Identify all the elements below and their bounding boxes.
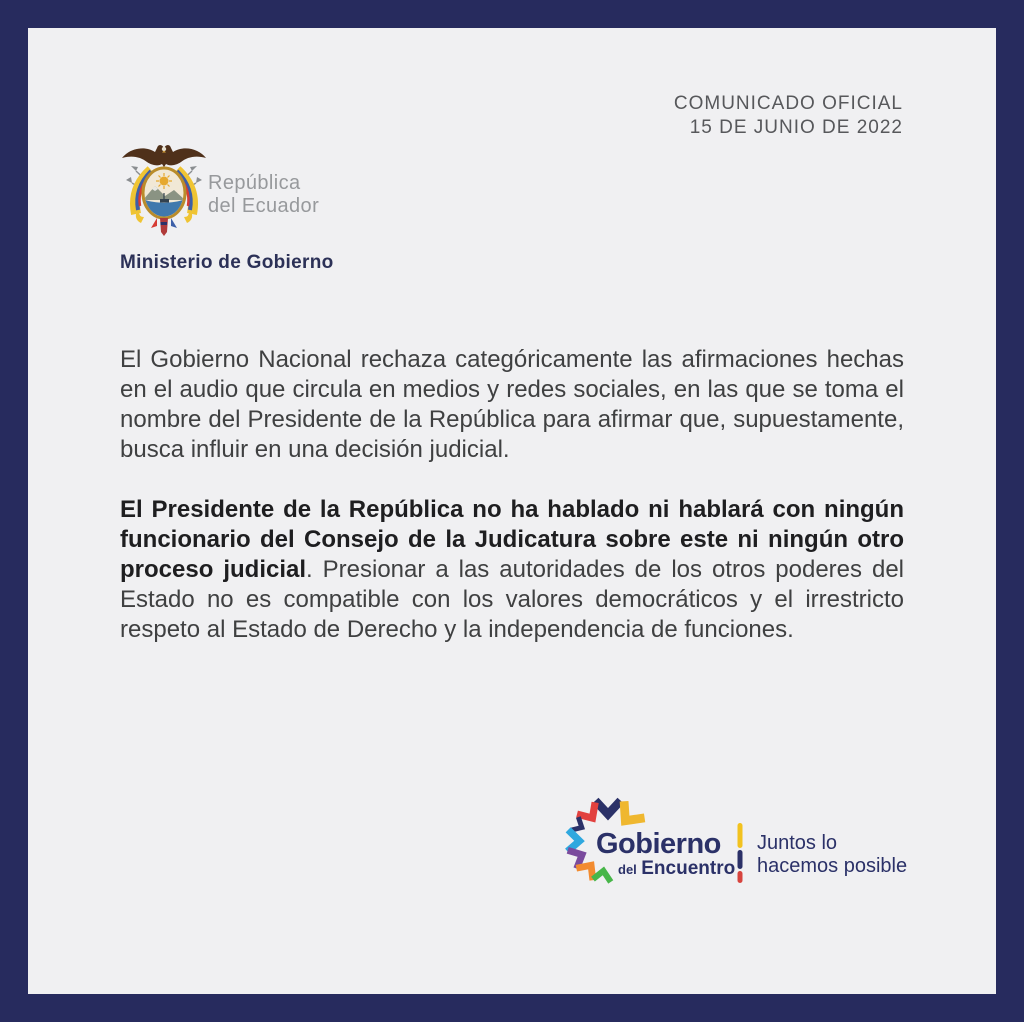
- brand-name-prefix: del: [618, 862, 637, 877]
- divider-yellow-segment: [738, 823, 743, 848]
- chevron-navy-top-icon: [595, 801, 620, 815]
- chevron-green-icon: [593, 869, 612, 881]
- communique-header: [674, 92, 903, 139]
- ecuador-coat-of-arms-icon: [118, 140, 210, 244]
- paragraph-2-regular-text: . Presionar a las autoridades de los otros poderes del Estado no es compatible con los valores democráticos y el irrestricto respeto al Estado de Derecho y la independencia de funciones.: [120, 556, 904, 643]
- brand-tagline: [757, 832, 907, 878]
- divider-navy-segment: [738, 850, 743, 869]
- brand-name-suffix: Encuentro: [641, 858, 736, 879]
- ministry-name: Ministerio de Gobierno: [120, 252, 334, 273]
- tagline-line2: hacemos posible: [757, 855, 908, 877]
- brand-name-main: Gobierno: [596, 828, 721, 860]
- body-paragraph-1: [120, 345, 904, 465]
- communique-sheet: [28, 28, 996, 994]
- republic-wordmark: [208, 172, 319, 218]
- communique-date: 15 DE JUNIO DE 2022: [689, 116, 903, 138]
- tricolor-divider-icon: [737, 823, 743, 883]
- paragraph-2-bold-text: El Presidente de la República no ha hablado ni hablará con ningún funcionario del Consejo de la Judicatura sobre este ni ningún otro proceso judicial: [120, 496, 904, 583]
- paragraph-1-text: El Gobierno Nacional rechaza categóricamente las afirmaciones hechas en el audio que circula en medios y redes sociales, en las que se toma el nombre del Presidente de la República para afirmar que, supuestamente, busca influir en una decisión judicial.: [120, 346, 904, 463]
- brand-name-sub: [618, 858, 735, 880]
- republic-line1: República: [208, 172, 301, 194]
- divider-red-segment: [738, 871, 743, 883]
- republic-line2: del Ecuador: [208, 195, 320, 217]
- communique-body: [120, 345, 904, 645]
- body-paragraph-2: [120, 495, 904, 645]
- gobierno-del-encuentro-logo: [558, 786, 948, 916]
- tagline-line1: Juntos lo: [757, 832, 838, 854]
- communique-title: COMUNICADO OFICIAL: [673, 93, 903, 114]
